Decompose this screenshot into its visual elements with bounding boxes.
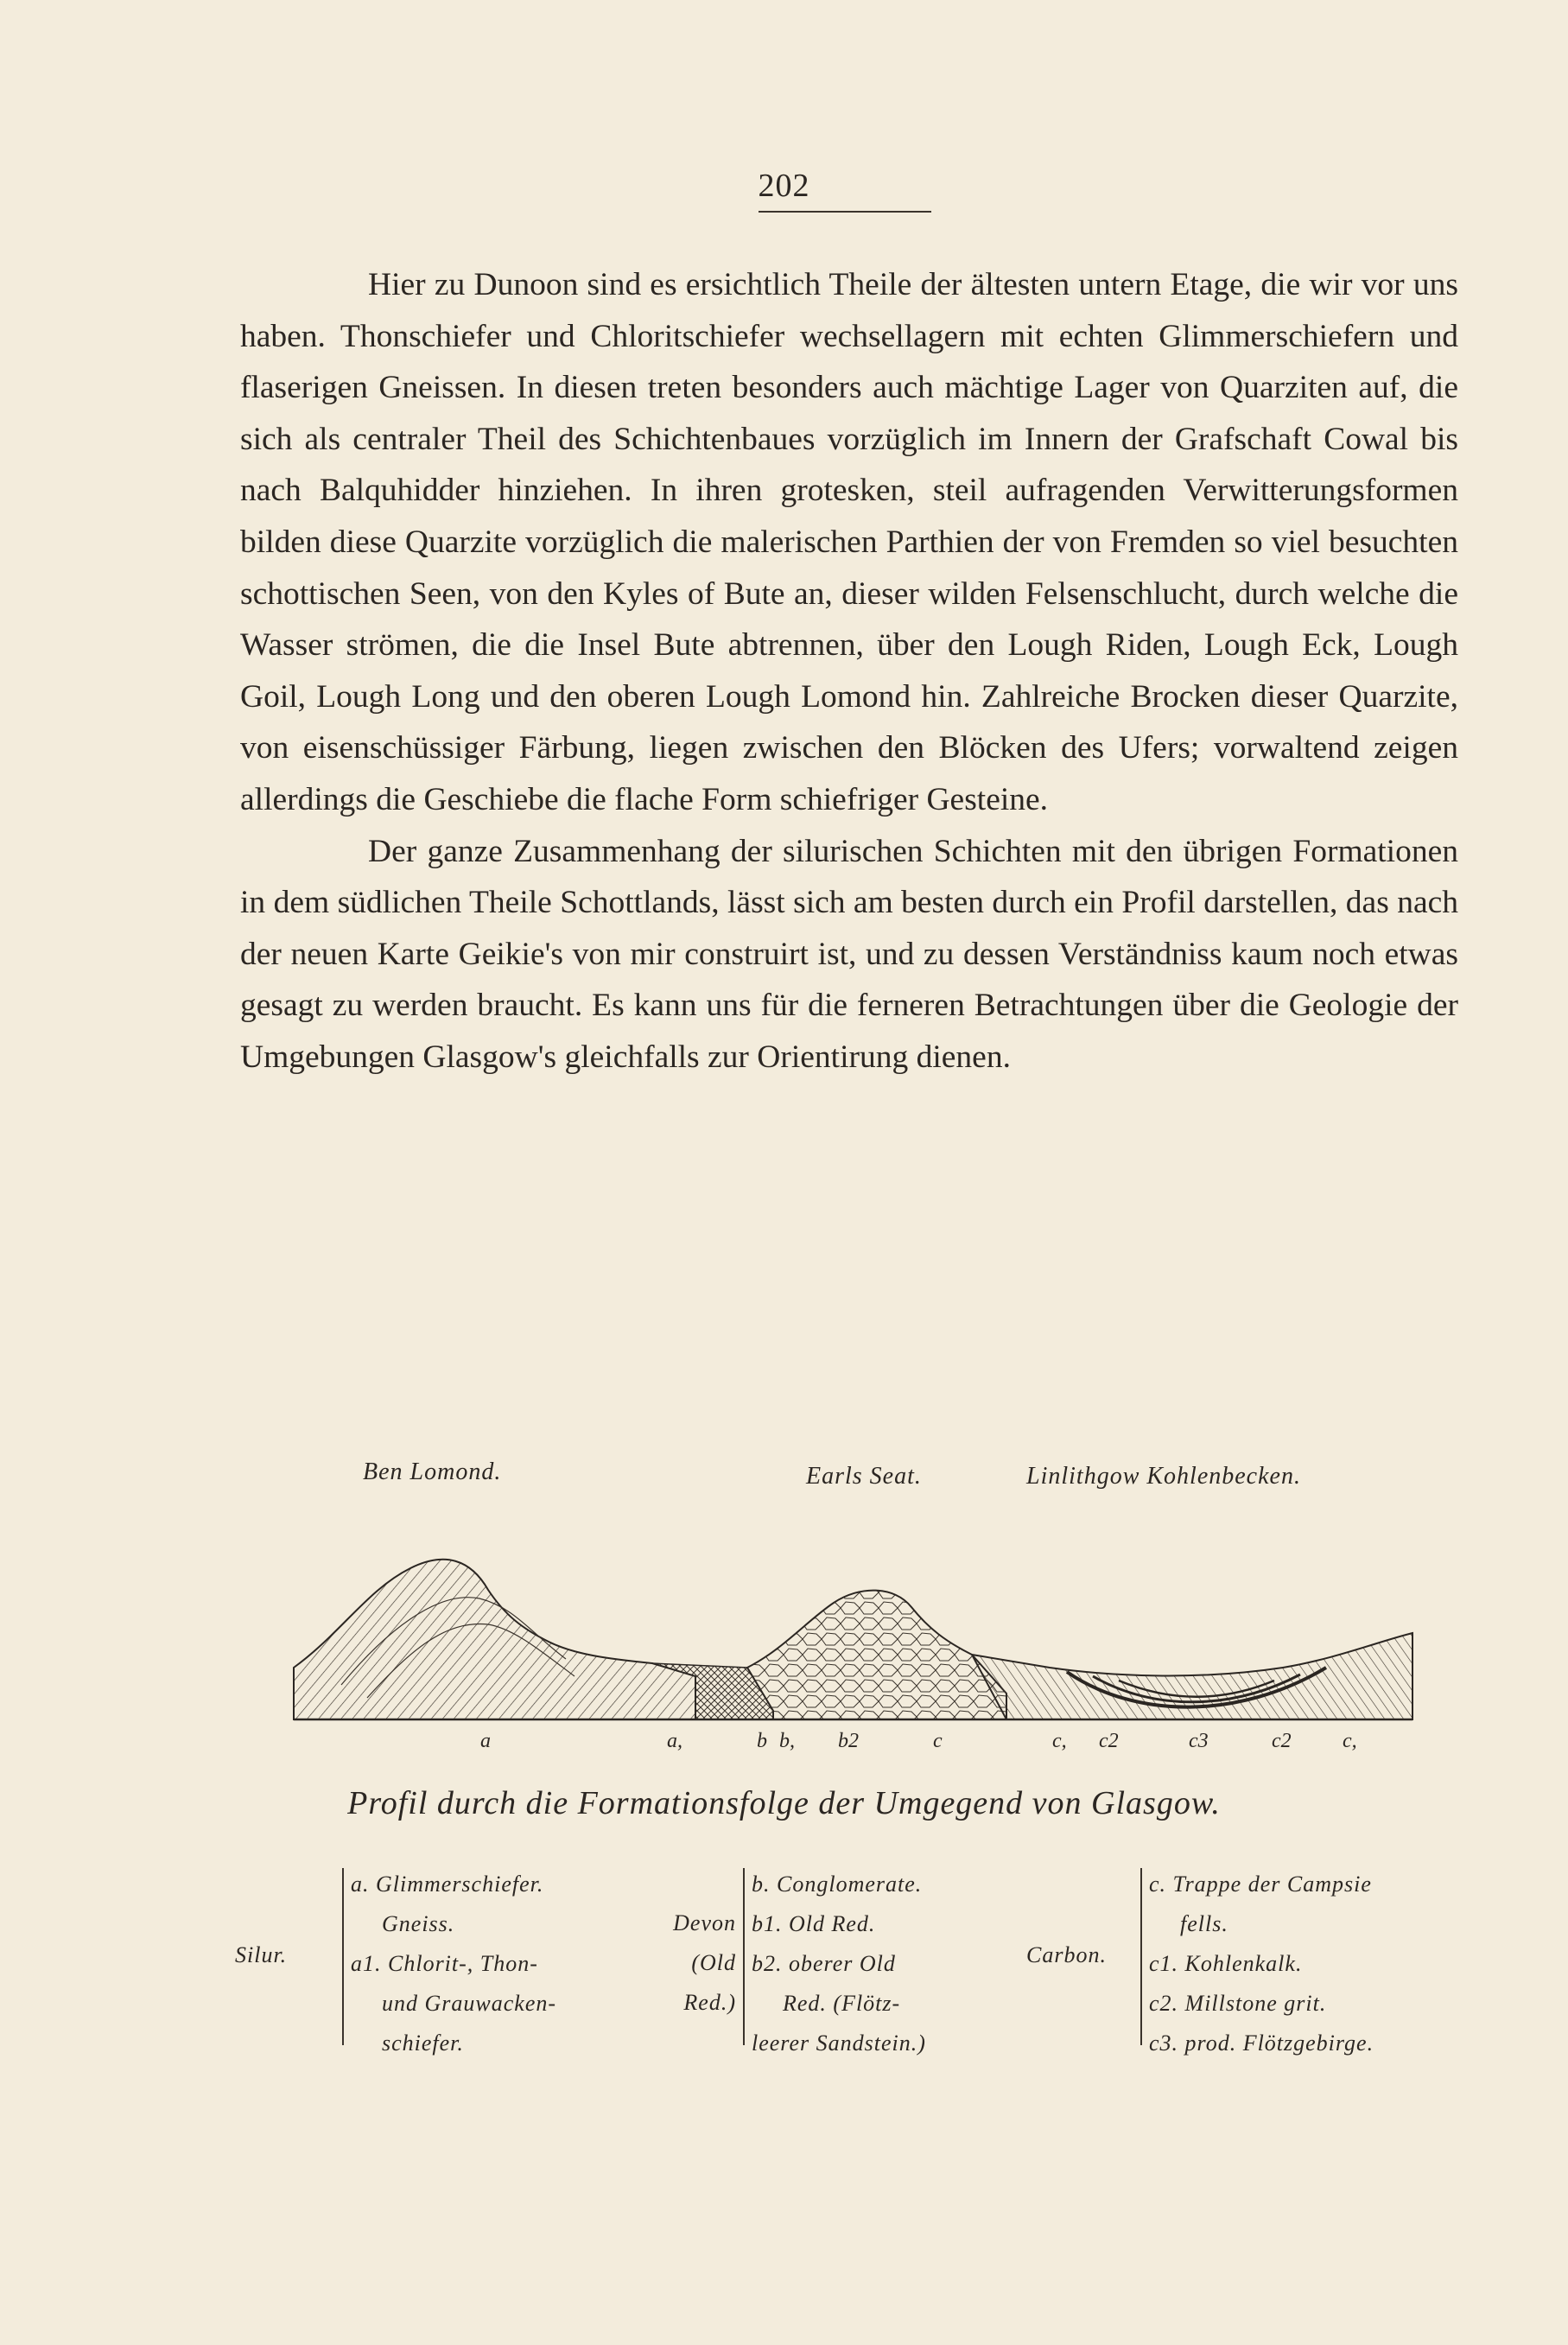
legend-devon-group-line-1: Devon	[673, 1910, 736, 1935]
body-text	[240, 259, 1458, 1084]
paragraph-2: Der ganze Zusammenhang der silurischen Schichten mit den übrigen Formationen in dem südlichen Theile Schottlands, lässt sich am besten durch ein Profil darstellen, das nach der neuen Karte Geikie's von mir construirt ist, und zu dessen Verständniss kaum noch etwas gesagt zu werden braucht. Es kann uns für die ferneren Betrachtungen über die Geologie der Umgebungen Glasgow's gleichfalls zur Orientirung dienen.	[240, 833, 1458, 1075]
legend-devon-line-2: b1. Old Red.	[752, 1911, 876, 1936]
legend-carbon-group: Carbon.	[1026, 1942, 1107, 1967]
legend-silur-line-2: Gneiss.	[382, 1911, 455, 1936]
legend-silur-group: Silur.	[235, 1942, 288, 1967]
legend-silur-line-5: schiefer.	[382, 2030, 464, 2056]
layer-mark-c1-right: c,	[1343, 1730, 1357, 1752]
figure-caption: Profil durch die Formationsfolge der Umgegend von Glasgow.	[347, 1785, 1221, 1821]
label-ben-lomond: Ben Lomond.	[363, 1458, 502, 1485]
layer-mark-c: c	[933, 1730, 943, 1752]
legend-devon-group-line-2: (Old	[691, 1950, 736, 1975]
layer-mark-a1: a,	[667, 1730, 682, 1752]
layer-mark-b1: b,	[779, 1730, 795, 1752]
label-earls-seat: Earls Seat.	[806, 1463, 922, 1490]
legend-devon-group	[650, 1903, 736, 2023]
legend-carbon-brace	[1140, 1868, 1142, 2045]
legend-silur	[351, 1865, 556, 2063]
layer-mark-c3: c3	[1189, 1730, 1209, 1752]
earls-seat-hill	[747, 1591, 1006, 1719]
legend-carbon-line-2: fells.	[1180, 1911, 1228, 1936]
page-number-rule	[759, 211, 931, 213]
legend-silur-line-4: und Grauwacken-	[382, 1991, 557, 2016]
layer-mark-b: b	[757, 1730, 767, 1752]
legend-devon	[752, 1865, 926, 2063]
legend-carbon-line-5: c3. prod. Flötzgebirge.	[1149, 2030, 1374, 2056]
geological-profile-diagram	[289, 1538, 1430, 1728]
layer-mark-a: a	[480, 1730, 491, 1752]
silurian-mountain	[294, 1560, 695, 1719]
layer-mark-c2-left: c2	[1099, 1730, 1119, 1752]
legend-silur-line-3: a1. Chlorit-, Thon-	[351, 1951, 538, 1976]
legend-carbon-line-4: c2. Millstone grit.	[1149, 1991, 1327, 2016]
layer-mark-b2: b2	[838, 1730, 859, 1752]
legend-silur-line-1: a. Glimmerschiefer.	[351, 1872, 544, 1897]
legend-devon-line-3: b2. oberer Old	[752, 1951, 896, 1976]
legend-carbon	[1149, 1865, 1374, 2063]
legend-devon-brace	[743, 1868, 745, 2045]
page-number: 202	[758, 168, 810, 204]
legend-carbon-line-3: c1. Kohlenkalk.	[1149, 1951, 1303, 1976]
layer-mark-c1-left: c,	[1052, 1730, 1067, 1752]
legend-carbon-line-1: c. Trappe der Campsie	[1149, 1872, 1372, 1897]
label-linlithgow: Linlithgow Kohlenbecken.	[1026, 1463, 1301, 1490]
paragraph-1: Hier zu Dunoon sind es ersichtlich Theile der ältesten untern Etage, die wir vor uns haben. Thonschiefer und Chloritschiefer wechsellagern mit echten Glimmerschiefern und flaserigen Gneissen. In diesen treten besonders auch mächtige Lager von Quarziten auf, die sich als centraler Theil des Schichtenbaues vorzüglich im Innern der Grafschaft Cowal bis nach Balquhidder hinziehen. In ihren grotesken, steil aufragenden Verwitterungsformen bilden diese Quarzite vorzüglich die malerischen Parthien der von Fremden so viel besuchten schottischen Seen, von den Kyles of Bute an, dieser wilden Felsenschlucht, durch welche die Wasser strömen, die die Insel Bute abtrennen, über den Lough Riden, Lough Eck, Lough Goil, Lough Long und den oberen Lough Lomond hin. Zahlreiche Brocken dieser Quarzite, von eisenschüssiger Färbung, liegen zwischen den Blöcken des Ufers; vorwaltend zeigen allerdings die Geschiebe die flache Form schiefriger Gesteine.	[240, 267, 1458, 817]
legend-silur-brace	[342, 1868, 344, 2045]
legend-devon-line-1: b. Conglomerate.	[752, 1872, 923, 1897]
legend-devon-line-5: leerer Sandstein.)	[752, 2030, 926, 2056]
legend-devon-line-4: Red. (Flötz-	[783, 1991, 901, 2016]
layer-mark-c2-right: c2	[1272, 1730, 1292, 1752]
legend-devon-group-line-3: Red.)	[683, 1990, 736, 2015]
